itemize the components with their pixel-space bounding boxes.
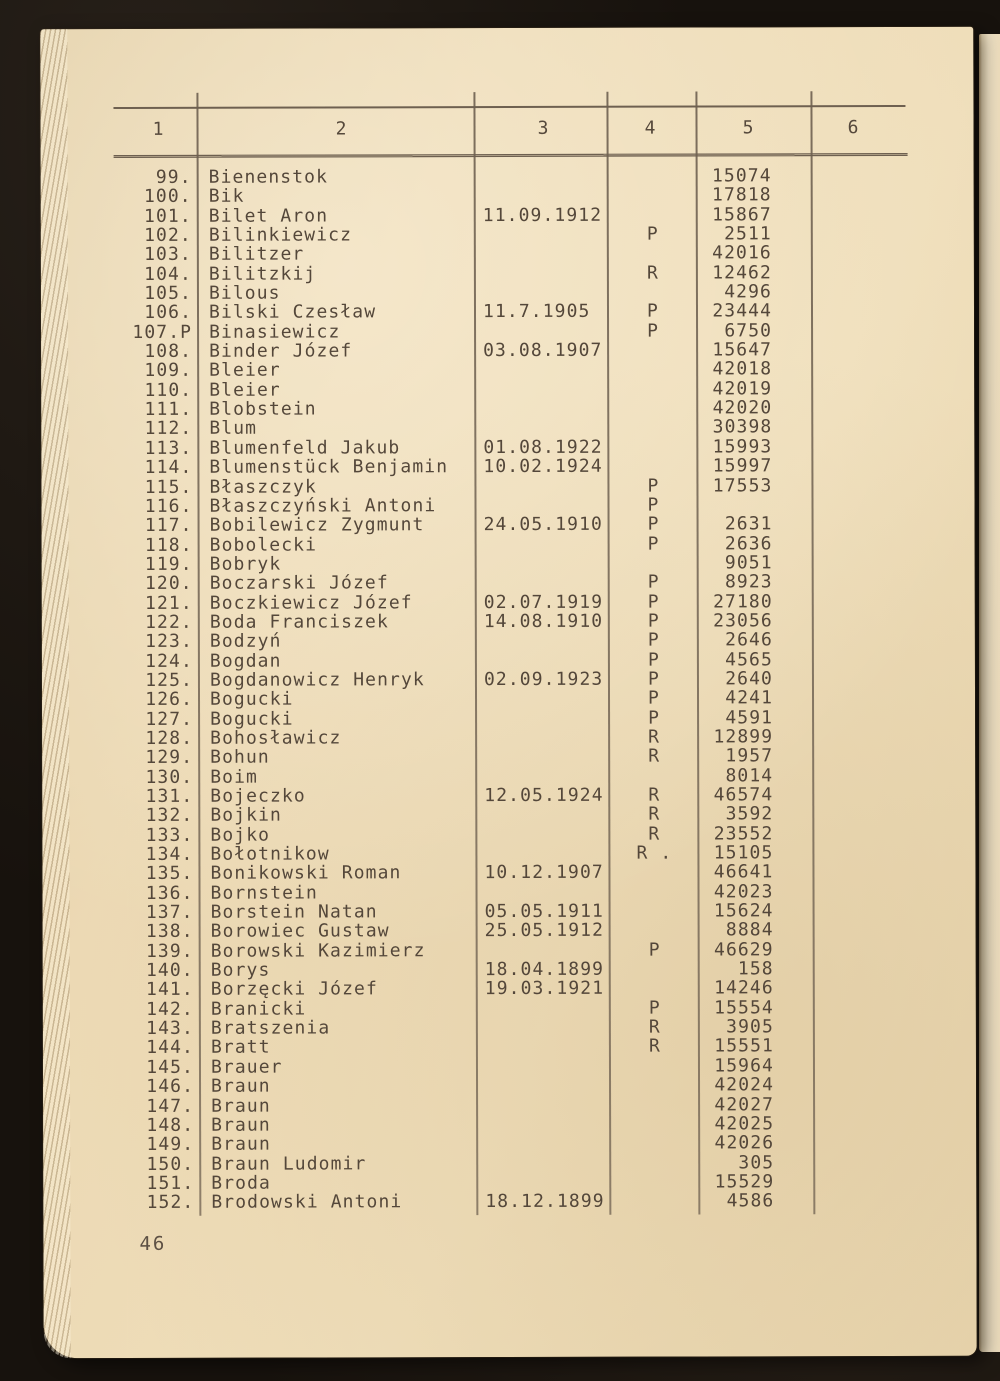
registry-number-cell: 15993 xyxy=(712,436,773,458)
registry-number-cell: 4296 xyxy=(724,281,772,303)
mark-cell: P xyxy=(648,997,661,1019)
table-row xyxy=(41,262,974,284)
registry-number-cell: 14246 xyxy=(714,977,774,999)
row-number-cell: 100. xyxy=(143,186,192,208)
row-number-cell: 141. xyxy=(145,979,194,1001)
table-row xyxy=(41,243,974,265)
row-number-cell: 150. xyxy=(146,1153,195,1175)
surname-cell: Bilitzer xyxy=(208,243,305,266)
row-number-cell: 113. xyxy=(144,437,193,459)
registry-number-cell: 1957 xyxy=(725,745,774,767)
registry-number-cell: 46629 xyxy=(713,939,774,961)
surname-cell: Bilinkiewicz xyxy=(208,224,353,246)
mark-cell: R xyxy=(648,726,661,748)
table-row xyxy=(42,611,975,633)
row-number-cell: 124. xyxy=(145,650,193,672)
surname-cell: Boim xyxy=(210,766,258,788)
surname-cell: Bojko xyxy=(210,824,271,846)
row-number-cell: 146. xyxy=(146,1075,195,1098)
table-row xyxy=(43,1191,976,1213)
surname-cell: Brodowski Antoni xyxy=(211,1191,403,1213)
row-number-cell: 122. xyxy=(145,611,193,633)
table-row xyxy=(41,437,974,459)
row-number-cell: 127. xyxy=(145,708,194,730)
registry-number-cell: 15554 xyxy=(714,997,774,1019)
registry-number-cell: 4565 xyxy=(725,648,773,671)
registry-number-cell: 2636 xyxy=(724,532,773,554)
row-number-cell: 103. xyxy=(144,244,192,266)
row-number-cell: 147. xyxy=(146,1095,195,1117)
surname-cell: Bohosławicz xyxy=(210,727,342,749)
surname-cell: Boczarski Józef xyxy=(209,572,389,595)
date-cell: 18.12.1899 xyxy=(485,1190,605,1213)
table-row xyxy=(42,533,975,555)
row-number-cell: 130. xyxy=(145,766,194,788)
table-row xyxy=(43,1017,976,1039)
row-number-cell: 105. xyxy=(144,282,192,305)
row-number-cell: 139. xyxy=(145,940,194,962)
date-cell: 11.7.1905 xyxy=(482,301,591,323)
registry-number-cell: 42024 xyxy=(714,1074,775,1096)
surname-cell: Blum xyxy=(209,418,258,440)
table-top-rule xyxy=(113,105,905,109)
surname-cell: Bojeczko xyxy=(210,785,306,807)
table-row xyxy=(43,1094,976,1116)
registry-number-cell: 15105 xyxy=(713,842,774,864)
surname-cell: Bodzyń xyxy=(209,630,282,653)
table-row xyxy=(41,456,974,478)
registry-number-cell: 15529 xyxy=(714,1171,775,1193)
table-row xyxy=(41,301,974,323)
registry-number-cell: 15074 xyxy=(711,165,772,187)
surname-cell: Bleier xyxy=(209,360,281,382)
mark-cell: P xyxy=(647,610,660,632)
column-header-3: 3 xyxy=(537,117,550,139)
mark-cell: R . xyxy=(636,842,673,864)
row-number-cell: 117. xyxy=(144,515,193,537)
surname-cell: Bonikowski Roman xyxy=(210,862,402,885)
table-row xyxy=(41,340,974,362)
row-number-cell: 140. xyxy=(145,959,194,982)
row-number-cell: 137. xyxy=(145,901,194,924)
row-number-cell: 152. xyxy=(146,1192,195,1214)
row-number-cell: 120. xyxy=(144,573,193,595)
registry-number-cell: 3592 xyxy=(725,803,774,825)
registry-number-cell: 15867 xyxy=(712,203,772,226)
registry-number-cell: 6750 xyxy=(724,320,773,342)
surname-cell: Borzęcki Józef xyxy=(210,978,378,1001)
surname-cell: Braun xyxy=(211,1075,271,1097)
date-cell: 24.05.1910 xyxy=(483,513,603,536)
row-number-cell: 149. xyxy=(146,1134,195,1156)
surname-cell: Bogdanowicz Henryk xyxy=(209,669,425,691)
table-row xyxy=(43,1114,976,1136)
table-row xyxy=(43,940,976,962)
row-number-cell: 138. xyxy=(145,921,194,943)
row-number-cell: 125. xyxy=(145,669,193,691)
row-number-cell: 102. xyxy=(144,224,192,246)
mark-cell: R xyxy=(648,1036,661,1058)
mark-cell: P xyxy=(647,668,660,690)
surname-cell: Bratt xyxy=(210,1037,271,1059)
surname-cell: Bobolecki xyxy=(209,534,318,556)
mark-cell: P xyxy=(648,707,661,729)
surname-cell: Bratszenia xyxy=(210,1017,331,1039)
table-row xyxy=(42,862,975,884)
date-cell: 02.07.1919 xyxy=(483,591,604,613)
row-number-cell: 119. xyxy=(144,553,193,575)
registry-number-cell: 8923 xyxy=(724,571,773,593)
registry-number-cell: 42023 xyxy=(713,881,774,903)
table-row xyxy=(42,881,975,903)
table-row xyxy=(42,514,975,536)
table-row xyxy=(41,204,974,226)
registry-number-cell: 42019 xyxy=(712,378,773,400)
column-header-4: 4 xyxy=(644,117,657,139)
row-number-cell: 144. xyxy=(146,1037,194,1059)
table-row xyxy=(41,185,974,207)
row-number-cell: 110. xyxy=(144,379,193,401)
row-number-cell: 135. xyxy=(145,863,194,885)
surname-cell: Bilski Czesław xyxy=(208,301,377,324)
surname-cell: Bik xyxy=(208,186,245,208)
registry-number-cell: 17818 xyxy=(711,184,772,206)
surname-cell: Błaszczyk xyxy=(209,476,317,498)
date-cell: 12.05.1924 xyxy=(484,784,604,807)
mark-cell: P xyxy=(647,513,660,535)
row-number-cell: 133. xyxy=(145,824,194,846)
table-row xyxy=(43,1075,976,1097)
row-number-cell: 121. xyxy=(144,592,193,614)
table-row xyxy=(42,746,975,768)
row-number-cell: 104. xyxy=(144,263,192,285)
row-number-cell: 142. xyxy=(146,998,194,1020)
table-row xyxy=(43,998,976,1020)
table-row xyxy=(43,1036,976,1058)
date-cell: 01.08.1922 xyxy=(483,436,603,458)
row-number-cell: 126. xyxy=(145,689,194,711)
table-row xyxy=(41,417,974,439)
surname-cell: Branicki xyxy=(210,998,307,1020)
registry-number-cell: 42016 xyxy=(712,242,772,264)
table-row xyxy=(43,901,976,923)
registry-number-cell: 158 xyxy=(737,958,774,980)
table-row xyxy=(41,282,974,304)
row-number-cell: 116. xyxy=(144,495,193,517)
surname-cell: Braun xyxy=(211,1133,271,1155)
row-number-cell: 128. xyxy=(145,727,194,749)
table-row xyxy=(41,495,974,517)
row-number-cell: 111. xyxy=(144,398,193,421)
table-row xyxy=(41,379,974,401)
date-cell: 25.05.1912 xyxy=(484,920,605,942)
registry-number-cell: 12462 xyxy=(712,262,772,284)
surname-cell: Bornstein xyxy=(210,882,318,904)
mark-cell: R xyxy=(648,1016,661,1038)
row-number-cell: 132. xyxy=(145,805,194,827)
surname-cell: Braun xyxy=(211,1114,271,1136)
registry-number-cell: 23552 xyxy=(713,822,774,845)
row-number-cell: 107.P xyxy=(132,321,193,343)
table-row xyxy=(43,959,976,981)
mark-cell: P xyxy=(648,939,661,961)
registry-number-cell: 15997 xyxy=(712,455,773,477)
surname-cell: Bojkin xyxy=(210,804,282,827)
surname-cell: Bilitzkij xyxy=(208,263,317,285)
row-number-cell: 136. xyxy=(145,882,194,904)
table-row xyxy=(42,591,975,613)
mark-cell: P xyxy=(647,475,660,497)
table-row xyxy=(42,804,975,826)
table-row xyxy=(43,978,976,1000)
table-row xyxy=(42,727,975,749)
registry-number-cell: 15551 xyxy=(714,1035,774,1057)
page-number: 46 xyxy=(139,1232,167,1255)
date-cell: 11.09.1912 xyxy=(482,204,603,226)
row-number-cell: 148. xyxy=(146,1114,195,1136)
row-number-cell: 108. xyxy=(144,340,193,363)
registry-number-cell: 305 xyxy=(738,1151,775,1173)
table-row xyxy=(41,398,974,420)
surname-cell: Bilous xyxy=(208,282,281,304)
registry-number-cell: 17553 xyxy=(712,474,773,496)
registry-number-cell: 27180 xyxy=(713,590,773,613)
table-row xyxy=(42,630,975,652)
registry-number-cell: 15647 xyxy=(712,339,773,361)
surname-cell: Bilet Aron xyxy=(208,205,329,227)
mark-cell: R xyxy=(648,784,661,806)
row-number-cell: 129. xyxy=(145,747,194,769)
row-number-cell: 145. xyxy=(146,1056,195,1078)
row-number-cell: 151. xyxy=(146,1172,195,1194)
mark-cell: R xyxy=(648,745,661,767)
registry-number-cell: 3905 xyxy=(726,1016,774,1038)
mark-cell: P xyxy=(647,320,660,342)
column-header-1: 1 xyxy=(152,118,165,140)
row-number-cell: 101. xyxy=(143,205,192,227)
registry-number-cell: 2640 xyxy=(725,668,773,690)
table-row xyxy=(42,823,975,845)
table-row xyxy=(41,321,974,343)
row-number-cell: 123. xyxy=(145,631,193,653)
table-row xyxy=(43,1056,976,1078)
row-number-cell: 143. xyxy=(146,1017,194,1040)
surname-cell: Bobilewicz Zygmunt xyxy=(209,514,425,536)
table-row xyxy=(41,224,974,246)
mark-cell: P xyxy=(647,629,660,651)
row-number-cell: 99. xyxy=(155,166,192,188)
row-number-cell: 118. xyxy=(144,534,193,556)
surname-cell: Blumenfeld Jakub xyxy=(209,437,401,459)
surname-cell: Bogucki xyxy=(210,708,294,730)
surname-cell: Braun xyxy=(211,1095,271,1117)
registry-number-cell: 42018 xyxy=(712,358,773,380)
registry-number-cell: 30398 xyxy=(712,416,773,438)
surname-cell: Bogdan xyxy=(209,650,282,672)
table-row xyxy=(43,920,976,942)
date-cell: 03.08.1907 xyxy=(483,339,603,362)
table-row xyxy=(42,572,975,594)
mark-cell: P xyxy=(648,687,661,709)
registry-number-cell: 8884 xyxy=(725,919,774,941)
table-row xyxy=(43,1172,976,1194)
column-header-2: 2 xyxy=(335,118,348,140)
registry-number-cell: 4586 xyxy=(726,1190,775,1212)
mark-cell: P xyxy=(647,494,660,516)
table-row xyxy=(43,1133,976,1155)
scanned-page xyxy=(40,27,976,1358)
registry-number-cell: 46641 xyxy=(713,861,774,883)
table-row xyxy=(42,669,975,691)
row-number-cell: 115. xyxy=(144,476,193,498)
surname-cell: Boda Franciszek xyxy=(209,611,389,633)
mark-cell: P xyxy=(647,301,659,323)
table-row xyxy=(42,707,975,729)
surname-cell: Błaszczyński Antoni xyxy=(209,495,437,517)
row-number-cell: 114. xyxy=(144,456,193,479)
surname-cell: Brauer xyxy=(210,1056,283,1078)
mark-cell: R xyxy=(648,823,661,845)
table-row xyxy=(41,475,974,497)
table-row xyxy=(43,1152,976,1174)
table-row xyxy=(41,166,974,188)
date-cell: 10.02.1924 xyxy=(483,455,603,478)
surname-cell: Borowiec Gustaw xyxy=(210,920,390,943)
registry-number-cell: 42025 xyxy=(714,1113,775,1135)
registry-number-cell: 2631 xyxy=(724,513,773,535)
table-header-rule xyxy=(114,153,908,158)
date-cell: 14.08.1910 xyxy=(483,610,604,632)
row-number-cell: 109. xyxy=(144,360,193,382)
date-cell: 19.03.1921 xyxy=(484,978,605,1000)
registry-number-cell: 4241 xyxy=(725,687,774,709)
registry-number-cell: 2646 xyxy=(725,629,773,651)
surname-cell: Blobstein xyxy=(209,398,317,420)
table-rows xyxy=(41,166,977,1213)
row-number-cell: 134. xyxy=(145,843,194,865)
table-row xyxy=(42,785,975,807)
surname-cell: Bohun xyxy=(210,746,270,769)
mark-cell: P xyxy=(647,591,660,613)
table-row xyxy=(42,765,975,787)
row-number-cell: 106. xyxy=(144,302,193,324)
surname-cell: Bogucki xyxy=(209,688,294,711)
table-row xyxy=(42,688,975,710)
table-row xyxy=(41,359,974,381)
surname-cell: Binasiewicz xyxy=(209,321,341,343)
surname-cell: Borstein Natan xyxy=(210,901,378,923)
registry-number-cell: 4591 xyxy=(725,706,774,729)
registry-number-cell: 2511 xyxy=(724,223,772,245)
table-row xyxy=(42,553,975,575)
mark-cell: R xyxy=(646,262,659,284)
registry-number-cell: 12899 xyxy=(713,726,774,748)
next-page-edge xyxy=(979,34,1000,1352)
registry-number-cell: 42027 xyxy=(714,1093,775,1115)
registry-number-cell: 46574 xyxy=(713,784,774,806)
date-cell: 05.05.1911 xyxy=(484,900,604,923)
column-header-6: 6 xyxy=(847,117,860,139)
surname-cell: Borys xyxy=(210,959,271,981)
surname-cell: Bobryk xyxy=(209,553,282,575)
mark-cell: P xyxy=(647,571,660,593)
date-cell: 18.04.1899 xyxy=(484,958,605,981)
row-number-cell: 112. xyxy=(144,418,193,440)
mark-cell: R xyxy=(648,803,661,825)
row-number-cell: 131. xyxy=(145,785,194,807)
surname-cell: Bienenstok xyxy=(208,166,329,188)
registry-number-cell: 15964 xyxy=(714,1055,775,1077)
registry-number-cell: 42020 xyxy=(712,397,773,419)
registry-number-cell: 9051 xyxy=(724,552,773,574)
column-header-5: 5 xyxy=(742,117,755,139)
registry-number-cell: 23056 xyxy=(713,610,773,632)
date-cell: 10.12.1907 xyxy=(484,862,604,884)
surname-cell: Bołotnikow xyxy=(210,843,330,865)
mark-cell: P xyxy=(646,223,659,245)
surname-cell: Borowski Kazimierz xyxy=(210,939,426,962)
mark-cell: P xyxy=(647,649,660,671)
surname-cell: Braun Ludomir xyxy=(211,1152,367,1175)
surname-cell: Binder Józef xyxy=(209,340,353,362)
surname-cell: Blumenstück Benjamin xyxy=(209,456,449,478)
mark-cell: P xyxy=(647,533,660,555)
table-row xyxy=(42,843,975,865)
table-row xyxy=(42,649,975,671)
surname-cell: Boczkiewicz Józef xyxy=(209,591,413,614)
surname-cell: Bleier xyxy=(209,379,281,401)
date-cell: 02.09.1923 xyxy=(483,668,604,691)
registry-number-cell: 8014 xyxy=(725,764,774,787)
registry-number-cell: 15624 xyxy=(713,900,774,922)
registry-number-cell: 23444 xyxy=(712,300,773,322)
registry-number-cell: 42026 xyxy=(714,1132,775,1154)
surname-cell: Broda xyxy=(211,1172,271,1194)
